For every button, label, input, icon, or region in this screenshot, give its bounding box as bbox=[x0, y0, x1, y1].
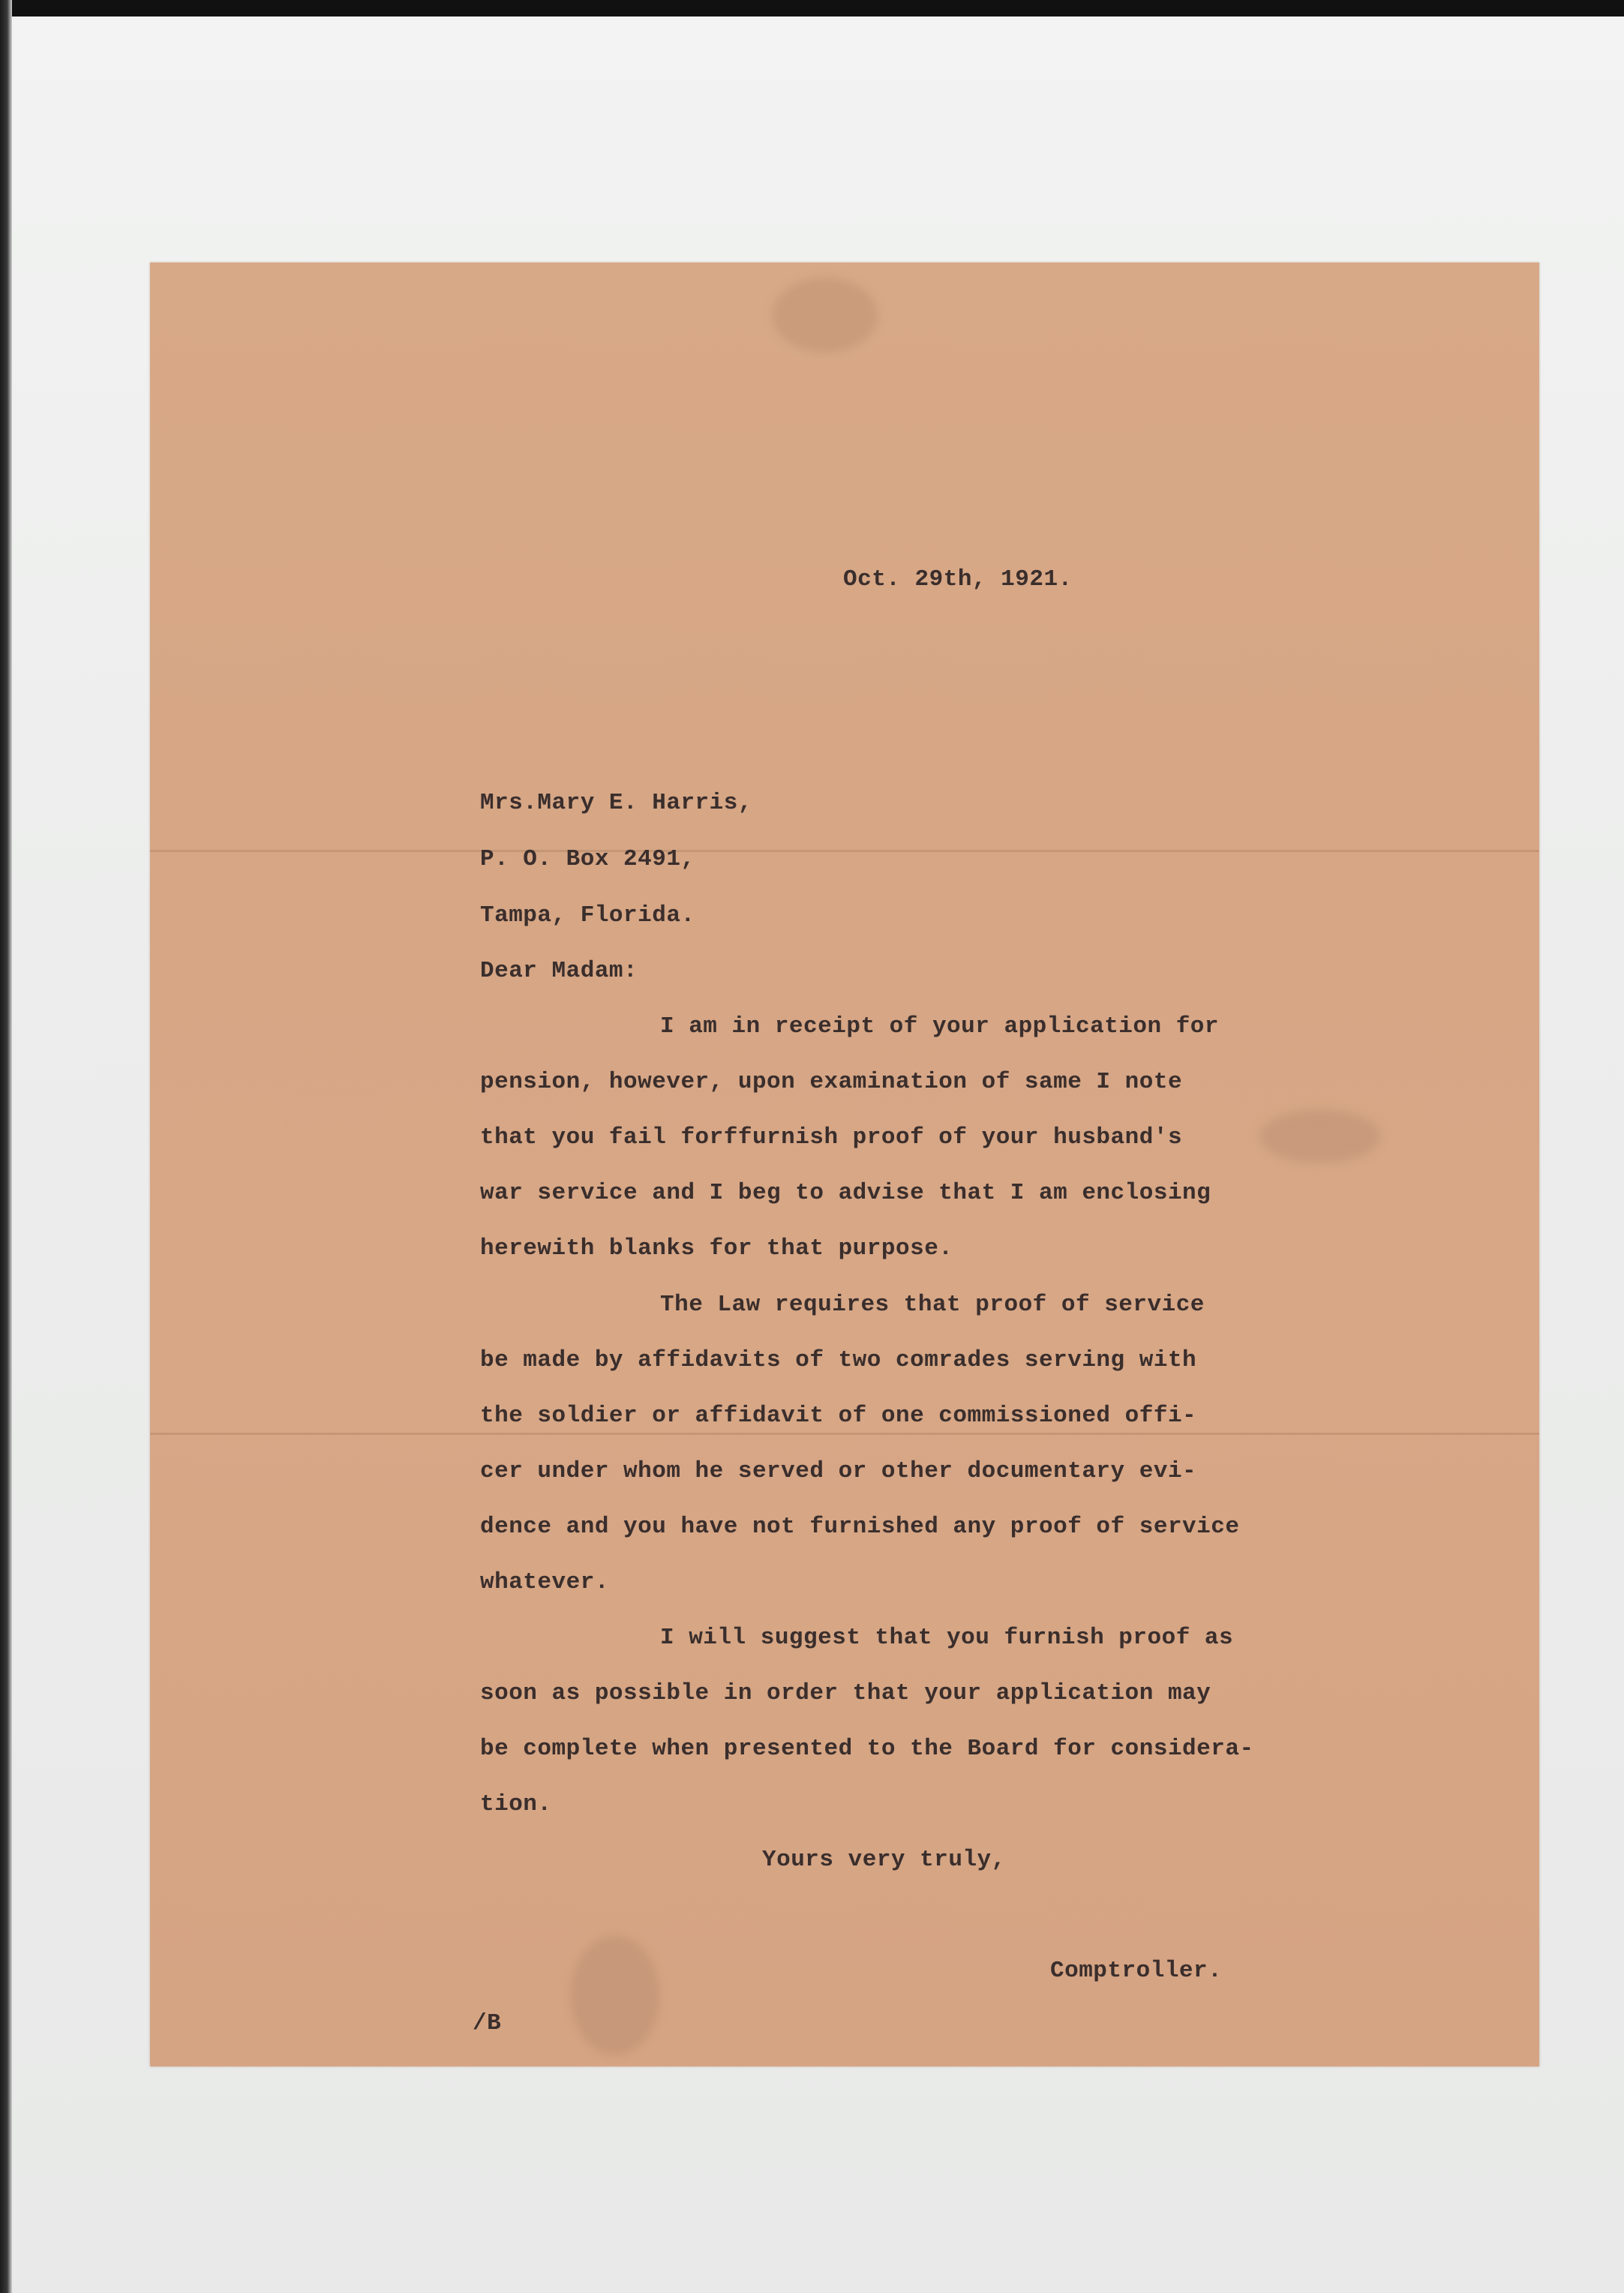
body-line: be complete when presented to the Board for considera- bbox=[480, 1736, 1254, 1762]
recipient-name: Mrs.Mary E. Harris, bbox=[480, 790, 752, 816]
body-line: I will suggest that you furnish proof as bbox=[660, 1625, 1234, 1651]
body-line: The Law requires that proof of service bbox=[660, 1292, 1205, 1318]
scanner-frame-top bbox=[0, 0, 1624, 17]
body-line: whatever. bbox=[480, 1569, 609, 1595]
typist-initials: /B bbox=[473, 2010, 502, 2036]
paper-smudge bbox=[773, 278, 878, 353]
recipient-address: P. O. Box 2491, bbox=[480, 846, 695, 872]
body-line: dence and you have not furnished any proof of service bbox=[480, 1514, 1240, 1540]
paper-smudge bbox=[1260, 1110, 1380, 1163]
closing: Yours very truly, bbox=[762, 1847, 1006, 1873]
letter-date: Oct. 29th, 1921. bbox=[843, 566, 1073, 593]
body-line: soon as possible in order that your application may bbox=[480, 1680, 1211, 1706]
body-line: I am in receipt of your application for bbox=[660, 1013, 1220, 1040]
body-line: that you fail forffurnish proof of your husband's bbox=[480, 1124, 1183, 1151]
scanner-frame-left bbox=[0, 0, 12, 2293]
fold-line bbox=[150, 1433, 1539, 1435]
recipient-city: Tampa, Florida. bbox=[480, 902, 695, 929]
salutation: Dear Madam: bbox=[480, 958, 638, 984]
body-line: cer under whom he served or other documentary evi- bbox=[480, 1458, 1197, 1484]
body-line: herewith blanks for that purpose. bbox=[480, 1235, 953, 1262]
paper-smudge bbox=[570, 1935, 660, 2055]
body-line: pension, however, upon examination of same I note bbox=[480, 1069, 1183, 1095]
body-line: the soldier or affidavit of one commissioned offi- bbox=[480, 1403, 1197, 1429]
fold-line bbox=[150, 850, 1539, 852]
body-line: tion. bbox=[480, 1791, 552, 1817]
body-line: be made by affidavits of two comrades serving with bbox=[480, 1347, 1197, 1373]
body-line: war service and I beg to advise that I am enclosing bbox=[480, 1180, 1211, 1206]
signature-title: Comptroller. bbox=[1050, 1958, 1223, 1984]
letter-page bbox=[150, 263, 1539, 2066]
